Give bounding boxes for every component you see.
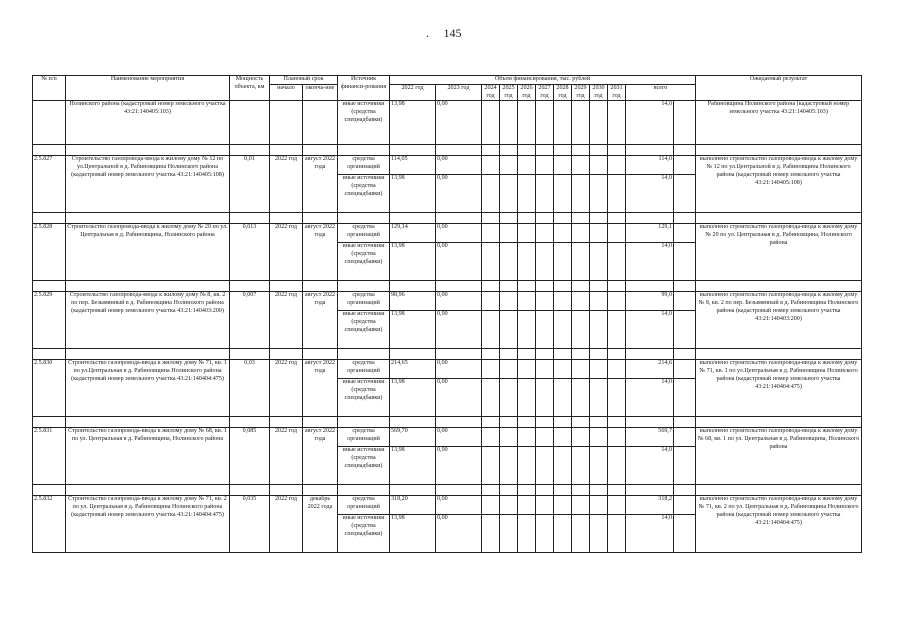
cell-2031 [608, 360, 626, 379]
cell-total-extra [674, 447, 696, 485]
cell-2031 [608, 156, 626, 175]
page-number-text: 145 [443, 26, 462, 40]
header-num: № п/п [33, 76, 66, 101]
cell-total: 14,0 [626, 101, 674, 145]
cell-2031 [608, 311, 626, 349]
cell-2029 [572, 428, 590, 447]
cell-total: 14,0 [626, 311, 674, 349]
cell-total: 569,7 [626, 428, 674, 447]
header-2022: 2022 год [390, 84, 436, 101]
cell-result: Рабиновщина Нолинского района (кадастровый номер земельного участка 43:21:140405:103) [696, 101, 862, 145]
cell-2029 [572, 101, 590, 145]
cell-2022: 318,20 [390, 496, 436, 515]
cell-num: 2.5.829 [33, 292, 66, 349]
cell-2030 [590, 101, 608, 145]
cell-result: выполнено строительство газопровода-ввода к жилому дому № 71, кв. 1 по ул.Центральная в д. Рабиновщина Нолинского района (кадастровый номер земельного участка 43:21:140404:475) [696, 360, 862, 417]
cell-num: 2.5.831 [33, 428, 66, 485]
page-number [0, 26, 905, 41]
cell-2028 [554, 447, 572, 485]
header-volume: Объем финансирования, тыс. рублей [390, 76, 696, 85]
cell-2027 [536, 224, 554, 243]
cell-2022: 13,98 [390, 243, 436, 281]
spacer-row [33, 349, 862, 360]
header-capacity: Мощность объекта, км [230, 76, 270, 101]
cell-capacity: 0,01 [230, 156, 270, 213]
header-total: всего [626, 84, 696, 101]
cell-total-extra [674, 515, 696, 553]
cell-2027 [536, 360, 554, 379]
cell-2029 [572, 243, 590, 281]
cell-start: 2022 год [270, 292, 303, 349]
spacer-row [33, 213, 862, 224]
table-row [33, 292, 862, 311]
cell-2027 [536, 447, 554, 485]
header-2028: 2028 год [554, 84, 572, 101]
cell-2026 [518, 447, 536, 485]
cell-source: иные источники (средства спецнадбавки) [338, 379, 390, 417]
cell-2031 [608, 101, 626, 145]
cell-2027 [536, 515, 554, 553]
cell-end: август 2022 года [303, 224, 338, 281]
table-row [33, 428, 862, 447]
cell-result: выполнено строительство газопровода-ввода к жилому дому № 12 по ул.Центральной в д. Рабиновщина Нолинского района (кадастровый номер земельного участка 43:21:140405:108) [696, 156, 862, 213]
cell-2022: 98,96 [390, 292, 436, 311]
header-2023: 2023 год [436, 84, 482, 101]
cell-2026 [518, 515, 536, 553]
cell-start [270, 101, 303, 145]
cell-2028 [554, 496, 572, 515]
cell-2027 [536, 428, 554, 447]
cell-2023: 0,00 [436, 428, 482, 447]
cell-2022: 214,65 [390, 360, 436, 379]
cell-2025 [500, 447, 518, 485]
cell-total: 129,1 [626, 224, 674, 243]
cell-2030 [590, 428, 608, 447]
cell-total: 114,0 [626, 156, 674, 175]
cell-num: 2.5.827 [33, 156, 66, 213]
cell-source: иные источники (средства спецнадбавки) [338, 243, 390, 281]
cell-2022: 129,14 [390, 224, 436, 243]
cell-total-extra [674, 243, 696, 281]
cell-2022: 13,98 [390, 379, 436, 417]
cell-source: иные источники (средства спецнадбавки) [338, 515, 390, 553]
cell-2024 [482, 156, 500, 175]
cell-2028 [554, 360, 572, 379]
table-header [33, 76, 862, 101]
cell-total-extra [674, 101, 696, 145]
cell-2023: 0,00 [436, 175, 482, 213]
cell-result: выполнено строительство газопровода-ввода к жилому дому № 68, кв. 1 по ул. Центральная в д. Рабиновщина, Нолинского района [696, 428, 862, 485]
cell-2027 [536, 101, 554, 145]
cell-2031 [608, 175, 626, 213]
header-term-start: начало [270, 84, 303, 101]
cell-2027 [536, 496, 554, 515]
cell-2028 [554, 311, 572, 349]
table-row [33, 360, 862, 379]
cell-total-extra [674, 360, 696, 379]
cell-total-extra [674, 292, 696, 311]
cell-2031 [608, 379, 626, 417]
cell-total: 14,0 [626, 243, 674, 281]
page-dot: . [426, 26, 429, 40]
cell-2024 [482, 360, 500, 379]
cell-2023: 0,00 [436, 243, 482, 281]
header-name: Наименование мероприятия [66, 76, 230, 101]
cell-2027 [536, 243, 554, 281]
cell-2023: 0,00 [436, 360, 482, 379]
cell-2030 [590, 292, 608, 311]
cell-2022: 13,98 [390, 101, 436, 145]
header-2024: 2024 год [482, 84, 500, 101]
cell-2029 [572, 311, 590, 349]
cell-start: 2022 год [270, 224, 303, 281]
cell-total: 14,0 [626, 515, 674, 553]
cell-source: иные источники (средства спецнадбавки) [338, 175, 390, 213]
table-row [33, 101, 862, 145]
cell-2027 [536, 379, 554, 417]
table-row [33, 224, 862, 243]
cell-total-extra [674, 224, 696, 243]
cell-2026 [518, 311, 536, 349]
header-2030: 2030 год [590, 84, 608, 101]
cell-2028 [554, 515, 572, 553]
cell-2029 [572, 379, 590, 417]
cell-total-extra [674, 175, 696, 213]
cell-2025 [500, 379, 518, 417]
cell-source: средства организаций [338, 156, 390, 175]
cell-source: средства организаций [338, 496, 390, 515]
cell-total-extra [674, 156, 696, 175]
header-2025: 2025 год [500, 84, 518, 101]
cell-2023: 0,00 [436, 447, 482, 485]
header-term: Плановый срок [270, 76, 338, 85]
cell-total-extra [674, 311, 696, 349]
cell-result: выполнено строительство газопровода-ввода к жилому дому № 71, кв. 2 по ул. Центральная в д. Рабиновщина Нолинского района (кадастровый номер земельного участка 43:21:140404:475) [696, 496, 862, 553]
cell-2026 [518, 360, 536, 379]
cell-start: 2022 год [270, 360, 303, 417]
cell-name: Нолинского района (кадастровый номер земельного участка 43:21:140405:103) [66, 101, 230, 145]
cell-source: иные источники (средства спецнадбавки) [338, 311, 390, 349]
cell-2029 [572, 224, 590, 243]
cell-2030 [590, 243, 608, 281]
cell-2026 [518, 428, 536, 447]
cell-name: Строительство газопровода-ввода к жилому дому № 20 по ул. Центральная в д. Рабиновщина, Нолинского района [66, 224, 230, 281]
cell-2029 [572, 292, 590, 311]
header-2029: 2029 год [572, 84, 590, 101]
cell-total: 14,0 [626, 175, 674, 213]
cell-2028 [554, 175, 572, 213]
cell-source: средства организаций [338, 360, 390, 379]
cell-num [33, 101, 66, 145]
cell-2031 [608, 428, 626, 447]
table-body [33, 101, 862, 553]
cell-2022: 569,70 [390, 428, 436, 447]
cell-2026 [518, 156, 536, 175]
cell-2030 [590, 447, 608, 485]
cell-name: Строительство газопровода-ввода к жилому дому № 71, кв. 1 по ул.Центральная в д. Рабиновщина Нолинского района (кадастровый номер земельного участка 43:21:140404:475) [66, 360, 230, 417]
header-result: Ожидаемый результат [696, 76, 862, 101]
cell-2027 [536, 311, 554, 349]
cell-total: 99,0 [626, 292, 674, 311]
header-2027: 2027 год [536, 84, 554, 101]
cell-2028 [554, 101, 572, 145]
cell-2024 [482, 428, 500, 447]
cell-2031 [608, 224, 626, 243]
cell-2023: 0,00 [436, 311, 482, 349]
spacer-row [33, 485, 862, 496]
cell-2025 [500, 243, 518, 281]
cell-source: средства организаций [338, 292, 390, 311]
cell-2028 [554, 243, 572, 281]
cell-2029 [572, 515, 590, 553]
cell-2030 [590, 496, 608, 515]
cell-2025 [500, 428, 518, 447]
cell-2027 [536, 175, 554, 213]
cell-2030 [590, 175, 608, 213]
cell-2023: 0,00 [436, 101, 482, 145]
header-2026: 2026 год [518, 84, 536, 101]
cell-2025 [500, 224, 518, 243]
cell-2030 [590, 156, 608, 175]
header-term-end: оконча-ние [303, 84, 338, 101]
cell-source: средства организаций [338, 224, 390, 243]
cell-2027 [536, 292, 554, 311]
cell-num: 2.5.830 [33, 360, 66, 417]
table-row [33, 156, 862, 175]
cell-total: 14,0 [626, 379, 674, 417]
cell-2023: 0,00 [436, 496, 482, 515]
cell-total: 318,2 [626, 496, 674, 515]
cell-2025 [500, 175, 518, 213]
cell-2023: 0,00 [436, 156, 482, 175]
cell-2025 [500, 515, 518, 553]
cell-2025 [500, 311, 518, 349]
cell-name: Строительство газопровода-ввода к жилому дому № 12 по ул.Центральной в д. Рабиновщина Нолинского района (кадастровый номер земельного участка 43:21:140405:108) [66, 156, 230, 213]
cell-num: 2.5.828 [33, 224, 66, 281]
cell-2031 [608, 243, 626, 281]
cell-2023: 0,00 [436, 292, 482, 311]
cell-end [303, 101, 338, 145]
cell-2028 [554, 428, 572, 447]
cell-name: Строительство газопровода-ввода к жилому дому № 68, кв. 1 по ул. Центральная в д. Рабиновщина, Нолинского района [66, 428, 230, 485]
cell-2026 [518, 496, 536, 515]
cell-2026 [518, 243, 536, 281]
cell-2023: 0,00 [436, 379, 482, 417]
cell-end: август 2022 года [303, 156, 338, 213]
cell-2031 [608, 447, 626, 485]
cell-2029 [572, 175, 590, 213]
cell-2024 [482, 515, 500, 553]
cell-2029 [572, 360, 590, 379]
cell-capacity: 0,035 [230, 496, 270, 553]
cell-2029 [572, 156, 590, 175]
table-row [33, 496, 862, 515]
cell-2030 [590, 379, 608, 417]
cell-2028 [554, 379, 572, 417]
cell-2025 [500, 101, 518, 145]
cell-2027 [536, 156, 554, 175]
cell-total-extra [674, 428, 696, 447]
cell-end: август 2022 года [303, 292, 338, 349]
cell-2024 [482, 379, 500, 417]
cell-start: 2022 год [270, 496, 303, 553]
spacer-row [33, 145, 862, 156]
cell-source: иные источники (средства спецнадбавки) [338, 447, 390, 485]
cell-2022: 13,98 [390, 447, 436, 485]
cell-2024 [482, 447, 500, 485]
financing-table [32, 75, 862, 553]
cell-2025 [500, 360, 518, 379]
cell-2026 [518, 175, 536, 213]
cell-2024 [482, 101, 500, 145]
cell-total: 214,6 [626, 360, 674, 379]
cell-end: август 2022 года [303, 428, 338, 485]
cell-2031 [608, 292, 626, 311]
cell-2028 [554, 292, 572, 311]
spacer-row [33, 417, 862, 428]
header-2031: 2031 год [608, 84, 626, 101]
cell-2022: 13,98 [390, 175, 436, 213]
cell-start: 2022 год [270, 428, 303, 485]
cell-2025 [500, 496, 518, 515]
cell-2028 [554, 224, 572, 243]
cell-end: август 2022 года [303, 360, 338, 417]
cell-total-extra [674, 379, 696, 417]
cell-2022: 114,05 [390, 156, 436, 175]
cell-source: иные источники (средства спецнадбавки) [338, 101, 390, 145]
cell-2024 [482, 311, 500, 349]
cell-2031 [608, 515, 626, 553]
cell-total: 14,0 [626, 447, 674, 485]
cell-capacity: 0,03 [230, 360, 270, 417]
cell-name: Строительство газопровода-ввода к жилому дому № 8, кв. 2 по пер. Безымянный в д. Рабиновщина Нолинского района (кадастровый номер земельного участка 43:21:140403:200) [66, 292, 230, 349]
cell-capacity: 0,007 [230, 292, 270, 349]
cell-2022: 13,98 [390, 515, 436, 553]
cell-2030 [590, 515, 608, 553]
cell-name: Строительство газопровода-ввода к жилому дому № 71, кв. 2 по ул. Центральная в д. Рабиновщина Нолинского района (кадастровый номер земельного участка 43:21:140404:475) [66, 496, 230, 553]
cell-capacity [230, 101, 270, 145]
cell-2030 [590, 311, 608, 349]
cell-2024 [482, 175, 500, 213]
cell-2025 [500, 156, 518, 175]
cell-2026 [518, 224, 536, 243]
cell-2026 [518, 101, 536, 145]
cell-2023: 0,00 [436, 224, 482, 243]
cell-2029 [572, 447, 590, 485]
cell-start: 2022 год [270, 156, 303, 213]
cell-2025 [500, 292, 518, 311]
cell-2030 [590, 224, 608, 243]
cell-total-extra [674, 496, 696, 515]
cell-capacity: 0,013 [230, 224, 270, 281]
cell-capacity: 0,085 [230, 428, 270, 485]
cell-2031 [608, 496, 626, 515]
cell-2023: 0,00 [436, 515, 482, 553]
cell-2030 [590, 360, 608, 379]
cell-end: декабрь 2022 года [303, 496, 338, 553]
cell-2024 [482, 224, 500, 243]
cell-2026 [518, 292, 536, 311]
cell-2022: 13,98 [390, 311, 436, 349]
cell-2029 [572, 496, 590, 515]
cell-2024 [482, 243, 500, 281]
cell-2024 [482, 292, 500, 311]
cell-2028 [554, 156, 572, 175]
header-source: Источник финанси-рования [338, 76, 390, 101]
spacer-row [33, 281, 862, 292]
cell-result: выполнено строительство газопровода-ввода к жилому дому № 8, кв. 2 по пер. Безымянный в д. Рабиновщина Нолинского района (кадастровый номер земельного участка 43:21:140403:200) [696, 292, 862, 349]
cell-result: выполнено строительство газопровода-ввода к жилому дому № 20 по ул. Центральная в д. Рабиновщина, Нолинского района [696, 224, 862, 281]
cell-num: 2.5.832 [33, 496, 66, 553]
cell-source: средства организаций [338, 428, 390, 447]
cell-2024 [482, 496, 500, 515]
cell-2026 [518, 379, 536, 417]
